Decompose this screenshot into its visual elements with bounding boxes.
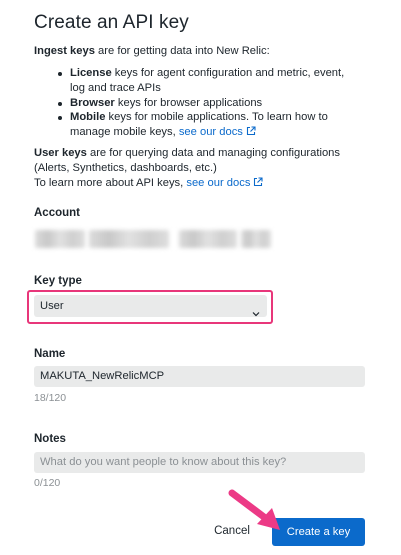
create-key-button[interactable]: Create a key [272, 518, 365, 546]
key-type-value: User [40, 300, 64, 312]
mobile-label: Mobile [70, 111, 106, 124]
dialog-title: Create an API key [34, 12, 189, 33]
name-input[interactable] [34, 366, 365, 387]
cancel-button[interactable]: Cancel [214, 525, 250, 537]
name-input-value: MAKUTA_NewRelicMCP [40, 370, 165, 382]
notes-char-counter: 0/120 [34, 477, 61, 489]
notes-label: Notes [34, 433, 66, 445]
key-type-label: Key type [34, 275, 82, 287]
list-item [56, 110, 356, 141]
license-label: License [70, 67, 112, 79]
browser-text: keys for browser applications [114, 96, 263, 109]
mobile-text: keys for mobile applications. To learn how to manage mobile keys, [70, 111, 328, 139]
name-char-counter: 18/120 [34, 392, 67, 404]
account-select-redacted[interactable] [33, 226, 274, 252]
user-keys-label: User keys [34, 147, 87, 159]
annotation-arrow-icon [226, 487, 286, 535]
ingest-key-list [56, 66, 356, 141]
list-item [56, 66, 356, 96]
user-keys-desc [34, 146, 364, 192]
api-keys-more-text: To learn more about API keys, [34, 177, 187, 189]
license-text: keys for agent configuration and metric, event, log and trace APIs [70, 67, 345, 94]
account-label: Account [34, 207, 80, 219]
list-item [56, 96, 356, 111]
notes-placeholder: What do you want people to know about this key? [40, 456, 287, 468]
name-label: Name [34, 348, 66, 360]
ingest-intro [34, 44, 270, 59]
api-keys-docs-link[interactable]: see our docs [186, 177, 251, 189]
ingest-keys-label: Ingest keys [34, 45, 95, 57]
external-link-icon [246, 126, 256, 141]
chevron-down-icon [252, 303, 260, 325]
ingest-intro-text: are for getting data into New Relic: [94, 45, 270, 57]
external-link-icon [253, 177, 263, 192]
user-keys-text: are for querying data and managing configurations (Alerts, Synthetics, dashboards, etc.) [34, 147, 341, 174]
mobile-docs-link[interactable]: see our docs [178, 126, 243, 139]
notes-input[interactable] [34, 452, 365, 473]
browser-label: Browser [70, 96, 115, 109]
key-type-select[interactable] [34, 295, 267, 317]
